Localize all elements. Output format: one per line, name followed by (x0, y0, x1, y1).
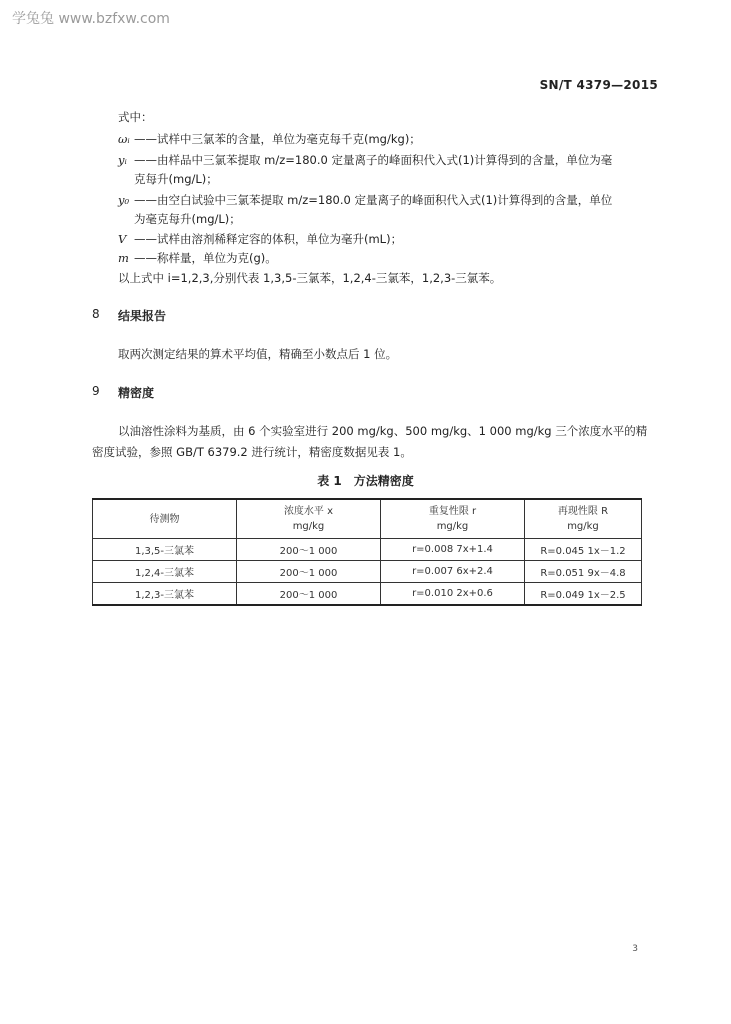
column-header-concentration (237, 499, 381, 539)
table-cell: R=0.045 1x－1.2 (525, 539, 642, 561)
formula-legend-intro: 式中： (118, 110, 153, 124)
header-line: 再现性限 R (557, 506, 609, 517)
header-unit: mg/kg (292, 521, 325, 532)
table-header-row (93, 499, 642, 539)
legend-item (118, 231, 402, 247)
table-cell: r=0.007 6x+2.4 (381, 561, 525, 583)
legend-text: ——称样量，单位为克(g)。 (134, 251, 277, 265)
table-cell: 1,2,4-三氯苯 (93, 561, 237, 583)
table-cell: 200～1 000 (237, 583, 381, 606)
precision-table (92, 498, 642, 606)
table-cell: 200～1 000 (237, 561, 381, 583)
legend-item-continuation: 克每升(mg/L)； (134, 172, 218, 186)
table-cell: r=0.008 7x+1.4 (381, 539, 525, 561)
legend-text: ——试样中三氯苯的含量，单位为毫克每千克(mg/kg)； (134, 132, 421, 146)
column-header-repeatability (381, 499, 525, 539)
legend-text: ——由空白试验中三氯苯提取 m/z=180.0 定量离子的峰面积代入式(1)计算得到的含量，单位 (134, 193, 613, 207)
watermark: 学兔兔 www.bzfxw.com (12, 11, 170, 27)
header-line: 浓度水平 x (283, 506, 334, 517)
header-line: 待测物 (149, 513, 180, 525)
column-header-reproducibility (525, 499, 642, 539)
table-row (93, 539, 642, 561)
legend-item-continuation: 为毫克每升(mg/L)； (134, 212, 241, 226)
table-caption: 表 1 方法精密度 (317, 474, 414, 488)
legend-symbol: m (118, 251, 129, 265)
table-row (93, 583, 642, 606)
legend-text: ——由样品中三氯苯提取 m/z=180.0 定量离子的峰面积代入式(1)计算得到的含量，单位为毫 (134, 153, 613, 167)
legend-item (118, 131, 421, 147)
table-cell: R=0.049 1x－2.5 (525, 583, 642, 606)
section-9-body-line-2: 密度试验，参照 GB/T 6379.2 进行统计，精密度数据见表 1。 (92, 445, 412, 459)
page-number: 3 (632, 944, 638, 954)
legend-text: ——试样由溶剂稀释定容的体积，单位为毫升(mL)； (134, 232, 403, 246)
legend-item (118, 250, 277, 266)
standard-code: SN/T 4379—2015 (539, 78, 658, 92)
section-9-title: 精密度 (118, 386, 155, 400)
section-8-number: 8 (92, 307, 100, 321)
legend-note: 以上式中 i=1,2,3,分别代表 1,3,5-三氯苯，1,2,4-三氯苯，1,2,3-三氯苯。 (118, 271, 502, 285)
table-row (93, 561, 642, 583)
header-line: 重复性限 r (428, 506, 477, 517)
legend-symbol: V (118, 232, 127, 246)
legend-symbol: y₀ (118, 193, 130, 207)
table-cell: 200～1 000 (237, 539, 381, 561)
legend-symbol: yᵢ (118, 153, 127, 167)
table-cell: 1,2,3-三氯苯 (93, 583, 237, 606)
legend-symbol: ωᵢ (118, 132, 130, 146)
table-cell: R=0.051 9x－4.8 (525, 561, 642, 583)
section-9-number: 9 (92, 384, 100, 398)
table-cell: 1,3,5-三氯苯 (93, 539, 237, 561)
header-unit: mg/kg (436, 521, 469, 532)
header-unit: mg/kg (567, 521, 599, 532)
column-header-analyte (93, 499, 237, 539)
legend-item (118, 152, 612, 168)
section-8-title: 结果报告 (118, 309, 167, 323)
section-8-body: 取两次测定结果的算术平均值，精确至小数点后 1 位。 (118, 347, 398, 361)
legend-item (118, 192, 612, 208)
table-cell: r=0.010 2x+0.6 (381, 583, 525, 606)
section-9-body-line-1: 以油溶性涂料为基质，由 6 个实验室进行 200 mg/kg、500 mg/kg、1 000 mg/kg 三个浓度水平的精 (118, 424, 648, 438)
